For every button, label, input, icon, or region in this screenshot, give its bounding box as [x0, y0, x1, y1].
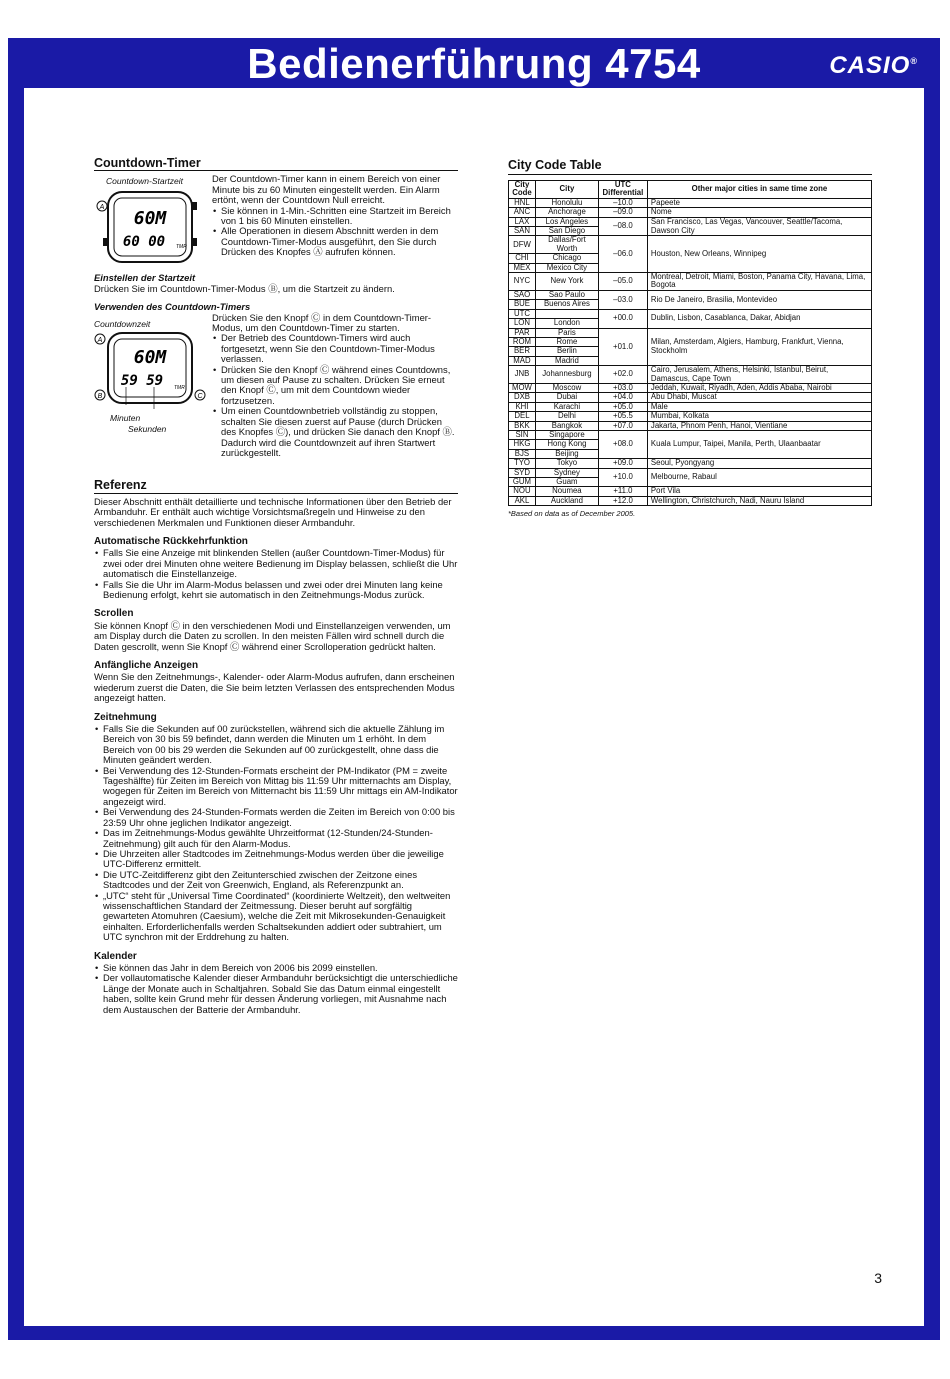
- referenz-intro: Dieser Abschnitt enthält detaillierte und technische Informationen über den Betrieb der Armbanduhr. Er enthält auch wichtige Vorsichtsmaßregeln und Hinweise zu den verschiedenen Merkmalen und Funktionen dieser Armbanduhr.: [94, 495, 452, 528]
- city-code-cell: GUM: [509, 478, 536, 487]
- initial-text: Wenn Sie den Zeitnehmungs-, Kalender- oder Alarm-Modus aufrufen, dann erscheinen wiederum zuerst die Daten, die Sie beim letzten Verlassen des entsprechenden Modus angezeigt hatten.: [94, 671, 455, 704]
- city-name-cell: Guam: [535, 478, 598, 487]
- utc-diff-cell: +09.0: [598, 459, 647, 468]
- city-code-cell: NYC: [509, 273, 536, 291]
- city-name-cell: San Diego: [535, 227, 598, 236]
- city-name-cell: Singapore: [535, 430, 598, 439]
- table-row: [509, 412, 872, 421]
- table-row: [509, 393, 872, 402]
- city-table-body: [509, 198, 872, 505]
- city-code-cell: SIN: [509, 430, 536, 439]
- svg-text:B: B: [97, 392, 103, 400]
- city-code-cell: BUE: [509, 300, 536, 309]
- city-code-cell: BER: [509, 347, 536, 356]
- city-code-cell: NOU: [509, 487, 536, 496]
- city-code-cell: DEL: [509, 412, 536, 421]
- city-name-cell: Auckland: [535, 496, 598, 505]
- fig2-seconds-label: Sekunden: [128, 423, 167, 434]
- city-code-cell: MEX: [509, 263, 536, 272]
- city-name-cell: Berlin: [535, 347, 598, 356]
- city-name-cell: Paris: [535, 328, 598, 337]
- city-code-cell: SAO: [509, 290, 536, 299]
- city-code-cell: BJS: [509, 449, 536, 458]
- fig2-label: Countdownzeit: [94, 318, 151, 329]
- initial-heading: Anfängliche Anzeigen: [94, 660, 199, 671]
- other-cities-cell: Melbourne, Rabaul: [647, 468, 871, 487]
- utc-diff-cell: –05.0: [598, 273, 647, 291]
- table-note: *Based on data as of December 2005.: [508, 509, 636, 519]
- fig2-minutes-label: Minuten: [110, 412, 141, 423]
- fig1-tmr: TMR: [176, 244, 187, 251]
- utc-diff-cell: –09.0: [598, 208, 647, 217]
- table-row: [509, 366, 872, 384]
- city-code-cell: MOW: [509, 383, 536, 392]
- city-name-cell: Delhi: [535, 412, 598, 421]
- city-code-cell: UTC: [509, 309, 536, 318]
- city-code-cell: DFW: [509, 236, 536, 254]
- city-code-cell: HKG: [509, 440, 536, 449]
- other-cities-cell: Male: [647, 402, 871, 411]
- utc-diff-cell: +08.0: [598, 430, 647, 458]
- fig2-display-top: 60M: [133, 346, 167, 368]
- page-frame: [8, 38, 940, 1340]
- city-code-cell: MAD: [509, 356, 536, 365]
- other-cities-cell: Dublin, Lisbon, Casablanca, Dakar, Abidjan: [647, 309, 871, 328]
- utc-diff-cell: +05.5: [598, 412, 647, 421]
- city-code-cell: LON: [509, 319, 536, 328]
- registered-mark: ®: [910, 56, 918, 66]
- city-name-cell: Mexico City: [535, 263, 598, 272]
- city-name-cell: Bangkok: [535, 421, 598, 430]
- list-item: • Die UTC-Zeitdifferenz gibt den Zeitunterschied zwischen der Zeitzone eines Stadtcodes und der Zeit von Greenwich, England, als Referenzpunkt an.: [103, 870, 458, 891]
- other-cities-cell: San Francisco, Las Vegas, Vancouver, Seattle/Tacoma, Dawson City: [647, 217, 871, 236]
- other-cities-cell: Kuala Lumpur, Taipei, Manila, Perth, Ulaanbaatar: [647, 430, 871, 458]
- sub-heading-use: Verwenden des Countdown-Timers: [94, 301, 251, 313]
- calendar-bullets: [94, 963, 458, 1015]
- scroll-heading: Scrollen: [94, 608, 134, 620]
- col-header-code: City Code: [509, 181, 536, 199]
- left-column: [94, 158, 458, 1015]
- city-name-cell: Dubai: [535, 393, 598, 402]
- list-item: • Der Betrieb des Countdown-Timers wird auch fortgesetzt, wenn Sie den Countdown-Timer-Modus verlassen.: [221, 333, 458, 364]
- other-cities-cell: Montreal, Detroit, Miami, Boston, Panama City, Havana, Lima, Bogota: [647, 273, 871, 291]
- list-item: • Alle Operationen in diesem Abschnitt werden in dem Countdown-Timer-Modus ausgeführt, den Sie durch Drücken des Knopfes Ⓐ aufrufen können.: [221, 226, 458, 257]
- countdown-intro: Der Countdown-Timer kann in einem Bereich von einer Minute bis zu 60 Minuten eingestellt werden. Ein Alarm ertönt, wenn der Countdown Null erreicht.: [212, 173, 441, 206]
- watch-icon: [94, 186, 206, 266]
- other-cities-cell: Rio De Janeiro, Brasilia, Montevideo: [647, 290, 871, 309]
- utc-diff-cell: +01.0: [598, 328, 647, 366]
- fig1-label: Countdown-Startzeit: [106, 176, 184, 187]
- utc-diff-cell: –03.0: [598, 290, 647, 309]
- table-row: [509, 459, 872, 468]
- countdown-heading: Countdown-Timer: [94, 158, 458, 171]
- other-cities-cell: Milan, Amsterdam, Algiers, Hamburg, Frankfurt, Vienna, Stockholm: [647, 328, 871, 366]
- list-item: • Die Uhrzeiten aller Stadtcodes im Zeitnehmungs-Modus werden über die jeweilige UTC-Differenz ermittelt.: [103, 849, 458, 870]
- city-code-cell: HNL: [509, 198, 536, 207]
- city-name-cell: Tokyo: [535, 459, 598, 468]
- countdown-use-block: [212, 313, 458, 459]
- svg-text:A: A: [99, 204, 105, 212]
- fig1-display-top: 60M: [133, 208, 167, 230]
- city-name-cell: Chicago: [535, 254, 598, 263]
- city-name-cell: Sao Paulo: [535, 290, 598, 299]
- city-name-cell: Los Angeles: [535, 217, 598, 226]
- auto-return-bullets: [94, 548, 458, 600]
- col-header-city: City: [535, 181, 598, 199]
- utc-diff-cell: –08.0: [598, 217, 647, 236]
- calendar-heading: Kalender: [94, 950, 137, 962]
- watch-icon: [94, 329, 206, 409]
- fig2-tmr: TMR: [174, 384, 185, 391]
- city-name-cell: Karachi: [535, 402, 598, 411]
- countdown-use-text: Drücken Sie den Knopf Ⓒ in dem Countdown-Timer-Modus, um den Countdown-Timer zu starten.: [212, 311, 432, 334]
- svg-text:C: C: [197, 392, 203, 400]
- utc-diff-cell: +05.0: [598, 402, 647, 411]
- brand-logo: [829, 52, 918, 80]
- table-header-row: [509, 181, 872, 199]
- city-code-cell: TYO: [509, 459, 536, 468]
- city-name-cell: Buenos Aires: [535, 300, 598, 309]
- other-cities-cell: Wellington, Christchurch, Nadi, Nauru Island: [647, 496, 871, 505]
- content-area: [24, 88, 924, 1326]
- list-item: • Sie können das Jahr in dem Bereich von 2006 bis 2099 einstellen.: [103, 963, 458, 973]
- sub-text-start: Drücken Sie im Countdown-Timer-Modus Ⓑ, um die Startzeit zu ändern.: [94, 282, 395, 294]
- watch-figure-1: [94, 174, 212, 268]
- city-name-cell: Anchorage: [535, 208, 598, 217]
- countdown-bullets-1: [212, 206, 458, 258]
- city-code-cell: BKK: [509, 421, 536, 430]
- right-column: [508, 158, 872, 518]
- table-row: [509, 496, 872, 505]
- city-name-cell: New York: [535, 273, 598, 291]
- city-code-cell: ANC: [509, 208, 536, 217]
- fig1-display-bottom: 60 00: [122, 234, 166, 251]
- other-cities-cell: Houston, New Orleans, Winnipeg: [647, 236, 871, 273]
- other-cities-cell: Cairo, Jerusalem, Athens, Helsinki, Istanbul, Beirut, Damascus, Cape Town: [647, 366, 871, 384]
- countdown-bullets-2: [212, 333, 458, 458]
- city-code-cell: ROM: [509, 337, 536, 346]
- list-item: • Drücken Sie den Knopf Ⓒ während eines Countdowns, um diesen auf Pause zu schalten. Drücken Sie erneut den Knopf Ⓒ, um mit dem Countdown wieder fortzusetzen.: [221, 365, 458, 407]
- countdown-figure-2: [94, 313, 458, 459]
- city-code-cell: DXB: [509, 393, 536, 402]
- page-number: 3: [874, 1270, 882, 1286]
- city-name-cell: Honolulu: [535, 198, 598, 207]
- city-table-heading: City Code Table: [508, 158, 872, 175]
- other-cities-cell: Port Vila: [647, 487, 871, 496]
- other-cities-cell: Papeete: [647, 198, 871, 207]
- scroll-text: Sie können Knopf Ⓒ in den verschiedenen Modi und Einstellanzeigen verwenden, um am Display durch die Daten zu scrollen. In den meisten Fällen wird schnell durch die Daten gescrollt, wenn Sie Knopf Ⓒ während einer Scrolloperation gedrückt halten.: [94, 619, 451, 652]
- fig2-display-bottom: 59 59: [120, 372, 164, 389]
- countdown-figure-1: [94, 174, 458, 268]
- city-code-table: [508, 180, 872, 506]
- other-cities-cell: Jakarta, Phnom Penh, Hanoi, Vientiane: [647, 421, 871, 430]
- utc-diff-cell: +00.0: [598, 309, 647, 328]
- city-name-cell: Madrid: [535, 356, 598, 365]
- city-name-cell: Sydney: [535, 468, 598, 477]
- col-header-utc: UTC Differential: [598, 181, 647, 199]
- utc-diff-cell: +03.0: [598, 383, 647, 392]
- city-name-cell: Hong Kong: [535, 440, 598, 449]
- list-item: • Falls Sie eine Anzeige mit blinkenden Stellen (außer Countdown-Timer-Modus) für zwei oder drei Minuten ohne weitere Bedienung im Display belassen, schließt die Uhr automatisch die Einstellanzeige.: [103, 548, 458, 579]
- other-cities-cell: Mumbai, Kolkata: [647, 412, 871, 421]
- utc-diff-cell: +10.0: [598, 468, 647, 487]
- list-item: • Sie können in 1-Min.-Schritten eine Startzeit im Bereich von 1 bis 60 Minuten einstellen.: [221, 206, 458, 227]
- utc-diff-cell: +04.0: [598, 393, 647, 402]
- list-item: • Der vollautomatische Kalender dieser Armbanduhr berücksichtigt die unterschiedliche Länge der Monate auch in Schaltjahren. Sobald Sie das Datum einmal eingestellt haben, sollte kein Grund mehr für dessen Änderung vorliegen, mit Ausnahme nach dem Austauschen der Batterie der Armbanduhr.: [103, 973, 458, 1015]
- city-code-cell: CHI: [509, 254, 536, 263]
- city-name-cell: Johannesburg: [535, 366, 598, 384]
- list-item: • Bei Verwendung des 12-Stunden-Formats erscheint der PM-Indikator (PM = zweite Tageshälfte) für Zeiten im Bereich von Mittag bis 11:59 Uhr mitternachts am Display, wogegen für Zeiten im Bereich von Mitternacht bis 11:59 Uhr mittags ein AM-Indikator angezeigt wird.: [103, 766, 458, 808]
- city-name-cell: Beijing: [535, 449, 598, 458]
- other-cities-cell: Abu Dhabi, Muscat: [647, 393, 871, 402]
- list-item: • Das im Zeitnehmungs-Modus gewählte Uhrzeitformat (12-Stunden/24-Stunden-Zeitnehmung) gilt auch für den Alarm-Modus.: [103, 828, 458, 849]
- list-item: • Falls Sie die Uhr im Alarm-Modus belassen und zwei oder drei Minuten lang keine Bedienung erfolgt, kehrt sie automatisch in den Zeitnehmungs-Modus zurück.: [103, 580, 458, 601]
- city-name-cell: Noumea: [535, 487, 598, 496]
- list-item: • Um einen Countdownbetrieb vollständig zu stoppen, schalten Sie diesen zuerst auf Pause (durch Drücken des Knopfes Ⓒ), und drücken Sie danach den Knopf Ⓑ. Dadurch wird die Countdownzeit auf ihren Startwert zurückgestellt.: [221, 406, 458, 458]
- table-row: [509, 208, 872, 217]
- other-cities-cell: Jeddah, Kuwait, Riyadh, Aden, Addis Ababa, Nairobi: [647, 383, 871, 392]
- city-name-cell: Moscow: [535, 383, 598, 392]
- city-name-cell: Rome: [535, 337, 598, 346]
- table-row: [509, 236, 872, 254]
- city-code-cell: AKL: [509, 496, 536, 505]
- list-item: • Falls Sie die Sekunden auf 00 zurückstellen, während sich die aktuelle Zählung im Bereich von 30 bis 59 befindet, dann werden die Minuten um 1 erhöht. In dem Bereich von 00 bis 29 werden die Sekunden auf 00 zurückgestellt, ohne dass die Minuten geändert werden.: [103, 724, 458, 766]
- col-header-other: Other major cities in same time zone: [647, 181, 871, 199]
- utc-diff-cell: +12.0: [598, 496, 647, 505]
- table-row: [509, 273, 872, 291]
- utc-diff-cell: +07.0: [598, 421, 647, 430]
- city-code-cell: KHI: [509, 402, 536, 411]
- city-name-cell: Dallas/Fort Worth: [535, 236, 598, 254]
- city-code-cell: SAN: [509, 227, 536, 236]
- other-cities-cell: Nome: [647, 208, 871, 217]
- table-row: [509, 487, 872, 496]
- timekeeping-bullets: [94, 724, 458, 943]
- sub-heading-start: Einstellen der Startzeit: [94, 272, 196, 284]
- watch-figure-2: [94, 313, 212, 453]
- utc-diff-cell: –06.0: [598, 236, 647, 273]
- city-code-cell: LAX: [509, 217, 536, 226]
- city-code-cell: PAR: [509, 328, 536, 337]
- svg-text:A: A: [97, 336, 103, 344]
- auto-return-heading: Automatische Rückkehrfunktion: [94, 535, 248, 547]
- other-cities-cell: Seoul, Pyongyang: [647, 459, 871, 468]
- table-row: [509, 328, 872, 337]
- list-item: • Bei Verwendung des 24-Stunden-Formats werden die Zeiten im Bereich von 0:00 bis 23:59 Uhr ohne jeglichen Indikator angezeigt.: [103, 807, 458, 828]
- city-code-cell: SYD: [509, 468, 536, 477]
- utc-diff-cell: +11.0: [598, 487, 647, 496]
- city-name-cell: London: [535, 319, 598, 328]
- utc-diff-cell: +02.0: [598, 366, 647, 384]
- utc-diff-cell: –10.0: [598, 198, 647, 207]
- list-item: • „UTC“ steht für „Universal Time Coordinated“ (koordinierte Weltzeit), den weltweiten wissenschaftlichen Standard der Zeitmessung. Dieser beruht auf sorgfältig gewarteten Atomuhren (Caesium), welche die Zeit mit Mikrosekunden-Genauigkeit einhalten. Erforderlichenfalls werden Schaltsekunden addiert oder subtrahiert, um UTC synchron mit der Erddrehung zu halten.: [103, 891, 458, 943]
- page-title: Bedienerführung 4754: [247, 40, 701, 87]
- countdown-intro-block: [212, 174, 458, 268]
- timekeeping-heading: Zeitnehmung: [94, 711, 157, 723]
- referenz-heading: Referenz: [94, 480, 458, 493]
- city-code-cell: JNB: [509, 366, 536, 384]
- brand-name: CASIO: [829, 52, 911, 79]
